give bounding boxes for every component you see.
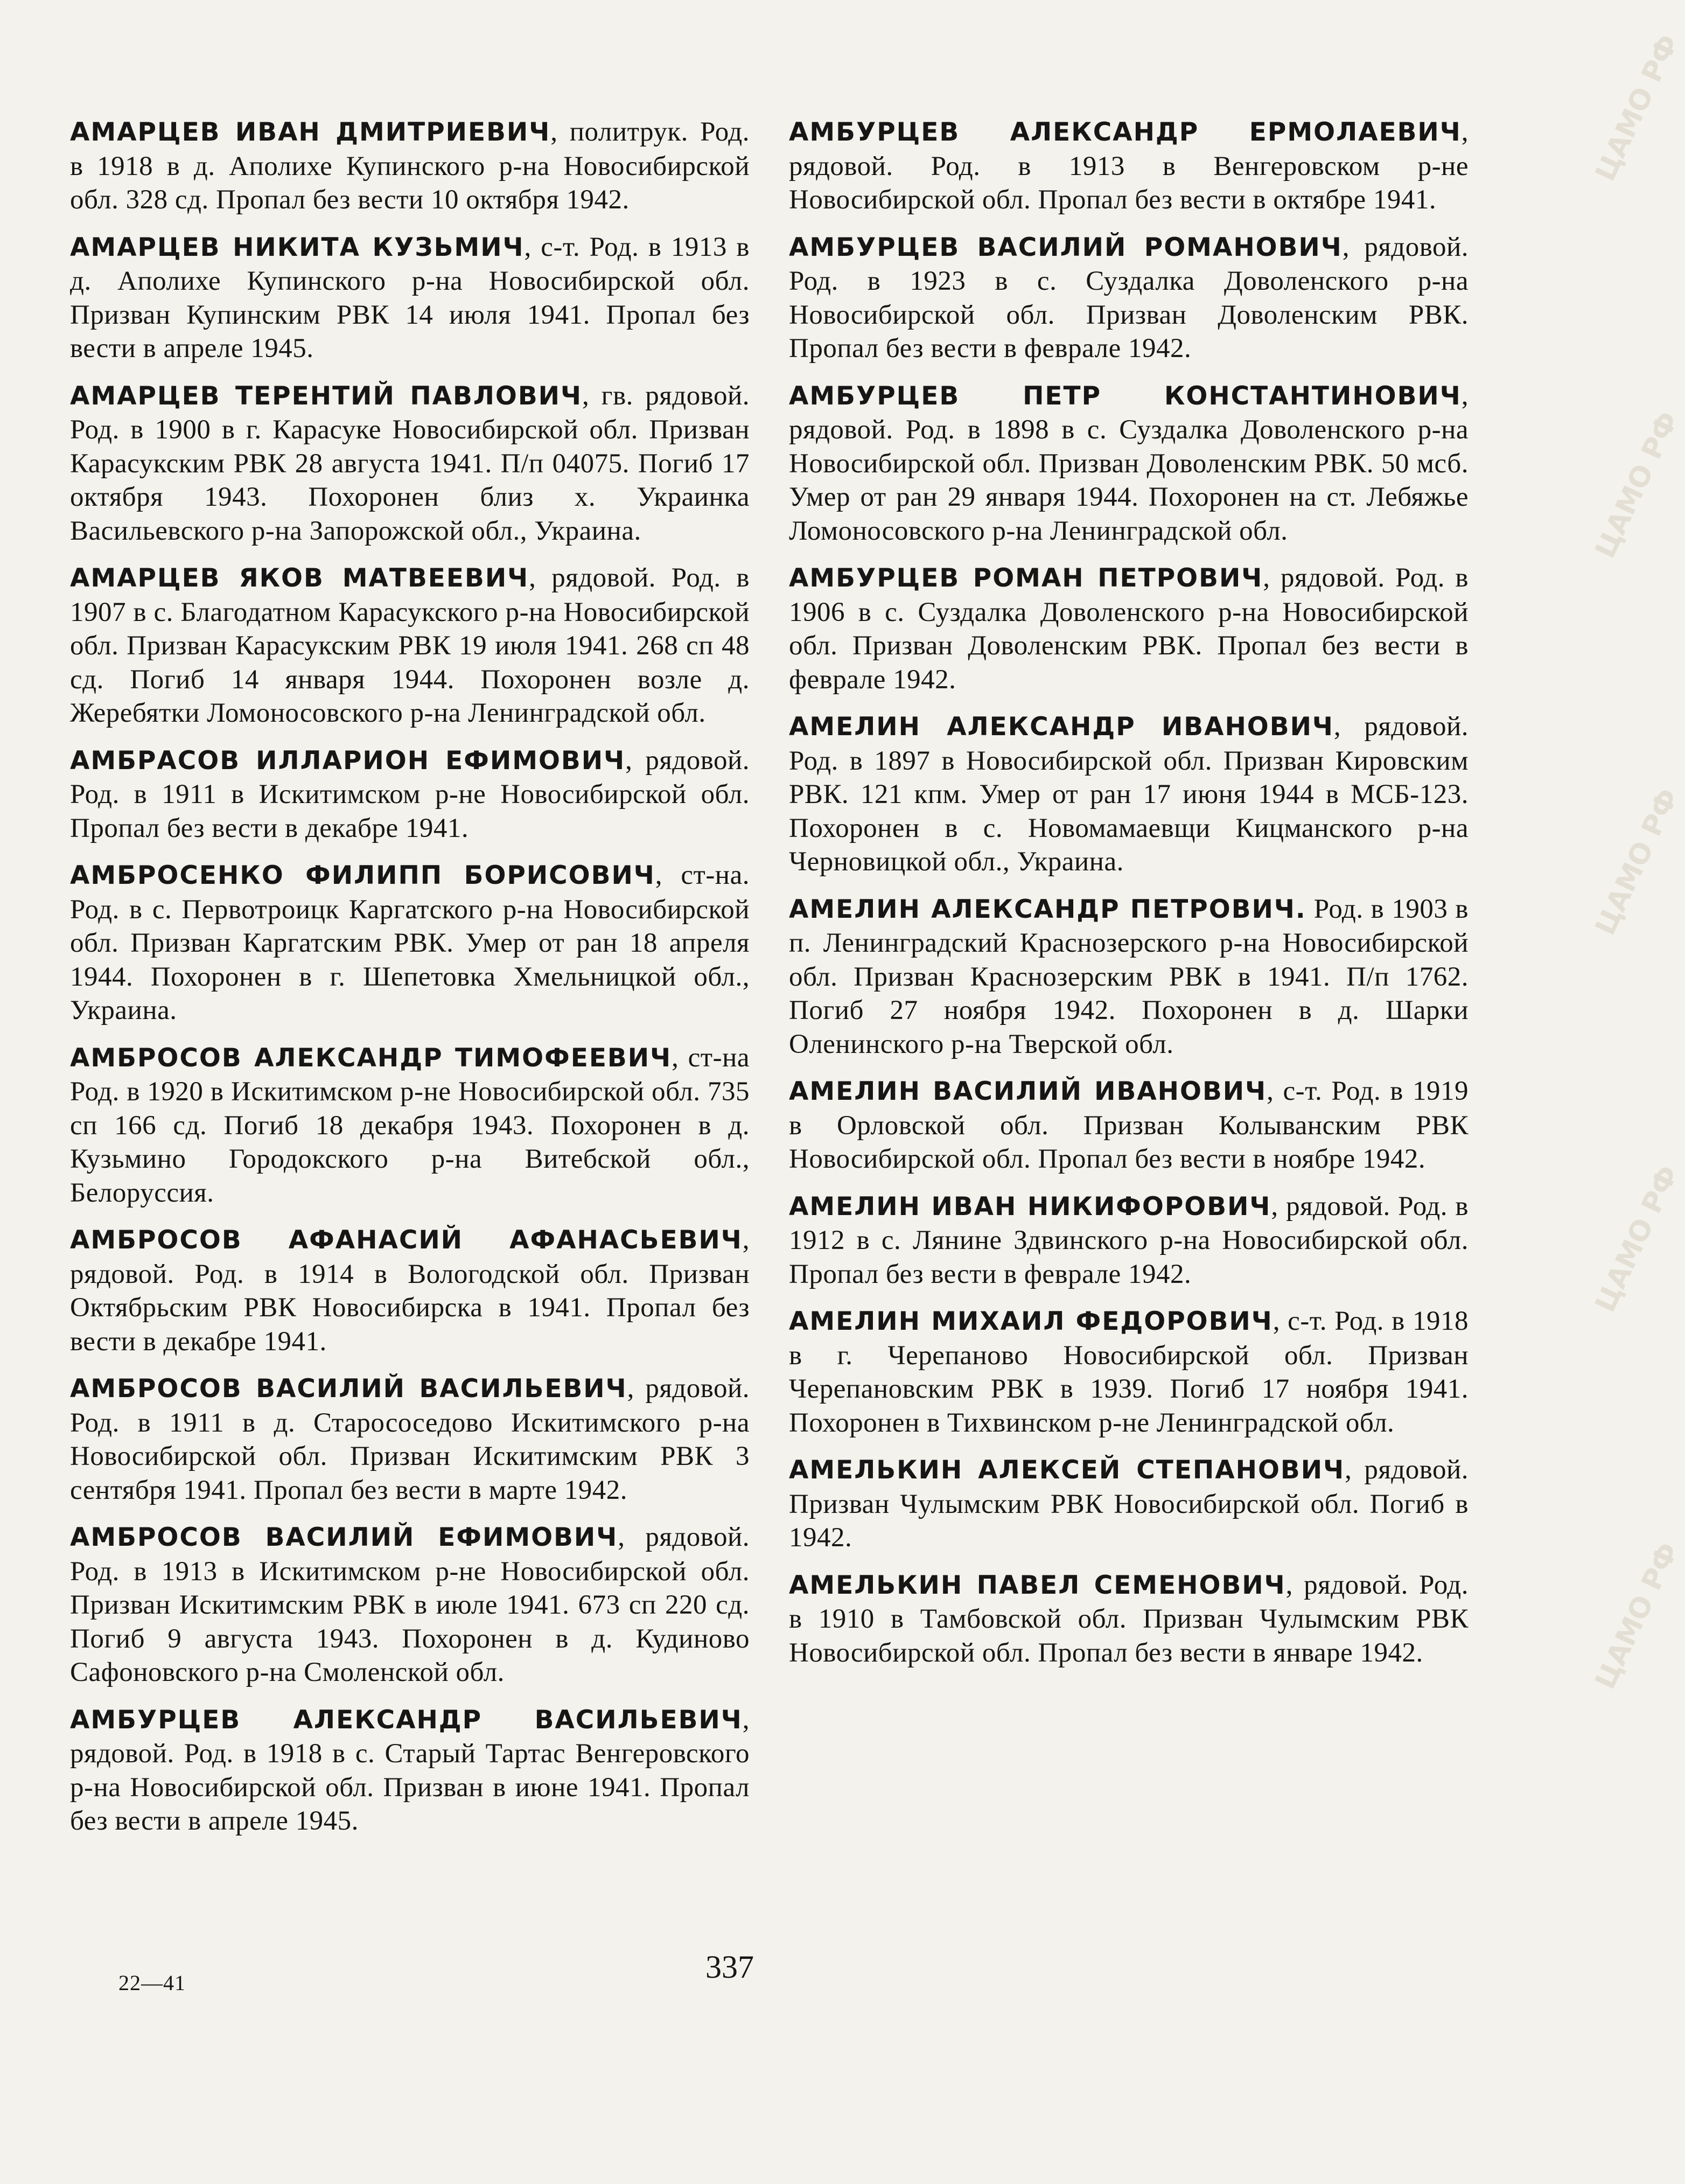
entry-name: АМБРОСОВ ВАСИЛИЙ ВАСИЛЬЕВИЧ [70,1374,627,1404]
entry [70,379,750,548]
entry-name: АМЕЛИН АЛЕКСАНДР ПЕТРОВИЧ. [789,894,1306,924]
entry-name: АМЕЛЬКИН ПАВЕЛ СЕМЕНОВИЧ [789,1570,1286,1600]
entry-text: , рядовой. Род. в 1911 в д. Старососедово Искитимского р-на Новосибирской обл. Призван Искитимским РВК 3 сентября 1941. Пропал без вести в марте 1942. [70,1373,750,1505]
entry-name: АМЕЛИН АЛЕКСАНДР ИВАНОВИЧ [789,712,1334,742]
entry-text: , с-т. Род. в 1918 в г. Черепаново Новосибирской обл. Призван Черепановским РВК в 1939. Погиб 17 ноября 1941. Похоронен в Тихвинском р-не Ленинградской обл. [789,1306,1469,1438]
entry-name: АМБРОСЕНКО ФИЛИПП БОРИСОВИЧ [70,861,655,890]
entry [70,561,750,730]
entry [789,1190,1469,1292]
entry [789,379,1469,548]
entry-name: АМЕЛИН МИХАИЛ ФЕДОРОВИЧ [789,1307,1273,1336]
entry-name: АМБУРЦЕВ РОМАН ПЕТРОВИЧ [789,563,1263,593]
entry [789,115,1469,217]
entry-text: , рядовой. Род. в 1906 в с. Суздалка Доволенского р-на Новосибирской обл. Призван Доволенским РВК. Пропал без вести в феврале 1942. [789,563,1469,695]
entry [70,1372,750,1507]
entry-name: АМАРЦЕВ ТЕРЕНТИЙ ПАВЛОВИЧ [70,381,582,411]
entry-text: , рядовой. Род. в 1923 в с. Суздалка Доволенского р-на Новосибирской обл. Призван Доволенским РВК. Пропал без вести в феврале 1942. [789,232,1469,364]
entry [789,1304,1469,1440]
entry [789,1568,1469,1670]
page-number: 337 [705,1949,754,1985]
entry-name: АМАРЦЕВ НИКИТА КУЗЬМИЧ [70,232,525,262]
watermark [1589,30,1685,1950]
entry [70,1520,750,1690]
watermark-text: ЦАМО РФ [1589,1538,1685,1694]
left-column [70,115,750,1852]
entry-text: , с-т. Род. в 1919 в Орловской обл. Призван Колыванским РВК Новосибирской обл. Пропал без вести в ноябре 1942. [789,1076,1469,1174]
entry [70,859,750,1028]
entry-text: , политрук. Род. в 1918 в д. Аполихе Купинского р-на Новосибирской обл. 328 сд. Пропал без вести 10 октября 1942. [70,117,750,215]
entry-text: , рядовой. Призван Чулымским РВК Новосибирской обл. Погиб в 1942. [789,1455,1469,1553]
entry-name: АМБРОСОВ АФАНАСИЙ АФАНАСЬЕВИЧ [70,1225,743,1255]
entry-text: , рядовой. Род. в 1907 в с. Благодатном Карасукского р-на Новосибирской обл. Призван Карасукским РВК 19 июля 1941. 268 сп 48 сд. Погиб 14 января 1944. Похоронен возле д. Жеребятки Ломоносовского р-на Ленинградской обл. [70,563,750,728]
watermark-text: ЦАМО РФ [1589,1161,1685,1317]
entry-text: , рядовой. Род. в 1910 в Тамбовской обл. Призван Чулымским РВК Новосибирской обл. Пропал без вести в январе 1942. [789,1569,1469,1668]
entry-text: , рядовой. Род. в 1913 в Венгеровском р-не Новосибирской обл. Пропал без вести в октябре 1941. [789,117,1469,215]
entry [70,1703,750,1838]
entry-name: АМБУРЦЕВ АЛЕКСАНДР ВАСИЛЬЕВИЧ [70,1705,743,1735]
entry [70,115,750,217]
entry-name: АМАРЦЕВ ЯКОВ МАТВЕЕВИЧ [70,563,529,593]
entry [70,231,750,366]
entry-text: , рядовой. Род. в 1898 в с. Суздалка Доволенского р-на Новосибирской обл. Призван Доволенским РВК. 50 мсб. Умер от ран 29 января 1944. Похоронен на ст. Лебяжье Ломоносовского р-на Ленинградской обл. [789,380,1469,546]
entry-name: АМБРОСОВ АЛЕКСАНДР ТИМОФЕЕВИЧ [70,1043,672,1073]
entry-name: АМБУРЦЕВ ВАСИЛИЙ РОМАНОВИЧ [789,232,1343,262]
entry-text: , рядовой. Род. в 1913 в Искитимском р-не Новосибирской обл. Призван Искитимским РВК в июле 1941. 673 сп 220 сд. Погиб 9 августа 1943. Похоронен в д. Кудиново Сафоновского р-на Смоленской обл. [70,1522,750,1687]
entry [70,744,750,846]
entry-name: АМЕЛИН ИВАН НИКИФОРОВИЧ [789,1191,1271,1222]
entry-text: Род. в 1903 в п. Ленинградский Краснозерского р-на Новосибирской обл. Призван Краснозерским РВК в 1941. П/п 1762. Погиб 27 ноября 1942. Похоронен в д. Шарки Оленинского р-на Тверской обл. [789,894,1469,1059]
entry-text: , рядовой. Род. в 1918 в с. Старый Тартас Венгеровского р-на Новосибирской обл. Призван в июне 1941. Пропал без вести в апреле 1945. [70,1704,750,1836]
watermark-text: ЦАМО РФ [1589,407,1685,563]
entry-text: , рядовой. Род. в 1897 в Новосибирской обл. Призван Кировским РВК. 121 кпм. Умер от ран 17 июня 1944 в МСБ-123. Похоронен в с. Новомамаевщи Кицманского р-на Черновицкой обл., Украина. [789,711,1469,877]
entry-text: , ст-на. Род. в с. Первотроицк Каргатского р-на Новосибирской обл. Призван Каргатским РВК. Умер от ран 18 апреля 1944. Похоронен в г. Шепетовка Хмельницкой обл., Украина. [70,860,750,1025]
entry [789,231,1469,366]
entry-text: , ст-на Род. в 1920 в Искитимском р-не Новосибирской обл. 735 сп 166 сд. Погиб 18 декабря 1943. Похоронен в д. Кузьмино Городокского р-на Витебской обл., Белоруссия. [70,1042,750,1208]
entry-name: АМБРОСОВ ВАСИЛИЙ ЕФИМОВИЧ [70,1523,618,1552]
watermark-text: ЦАМО РФ [1589,784,1685,940]
entry-text: , рядовой. Род. в 1911 в Искитимском р-не Новосибирской обл. Пропал без вести в декабре 1941. [70,745,750,843]
entry [789,1074,1469,1176]
entry [70,1223,750,1358]
entry-text: , с-т. Род. в 1913 в д. Аполихе Купинского р-на Новосибирской обл. Призван Купинским РВК 14 июля 1941. Пропал без вести в апреле 1945. [70,232,750,364]
entry-text: , гв. рядовой. Род. в 1900 в г. Карасуке Новосибирской обл. Призван Карасукским РВК 28 августа 1941. П/п 04075. Погиб 17 октября 1943. Похоронен близ х. Украинка Васильевского р-на Запорожской обл., Украина. [70,380,750,546]
entry-name: АМБУРЦЕВ АЛЕКСАНДР ЕРМОЛАЕВИЧ [789,117,1462,147]
printer-signature: 22—41 [118,1971,186,1995]
entry [789,561,1469,696]
entry [789,1453,1469,1555]
entry [70,1041,750,1210]
right-column [789,115,1469,1683]
entry-text: , рядовой. Род. в 1912 в с. Лянине Здвинского р-на Новосибирской обл. Пропал без вести в феврале 1942. [789,1191,1469,1289]
entry [789,710,1469,879]
entry-name: АМБРАСОВ ИЛЛАРИОН ЕФИМОВИЧ [70,745,626,776]
entry-text: , рядовой. Род. в 1914 в Вологодской обл. Призван Октябрьским РВК Новосибирска в 1941. Пропал без вести в декабре 1941. [70,1225,750,1357]
entry-name: АМЕЛИН ВАСИЛИЙ ИВАНОВИЧ [789,1077,1267,1106]
entry-name: АМЕЛЬКИН АЛЕКСЕЙ СТЕПАНОВИЧ [789,1455,1345,1485]
entry-name: АМБУРЦЕВ ПЕТР КОНСТАНТИНОВИЧ [789,381,1462,411]
watermark-text: ЦАМО РФ [1589,30,1685,186]
entry-name: АМАРЦЕВ ИВАН ДМИТРИЕВИЧ [70,117,551,147]
entry [789,892,1469,1062]
